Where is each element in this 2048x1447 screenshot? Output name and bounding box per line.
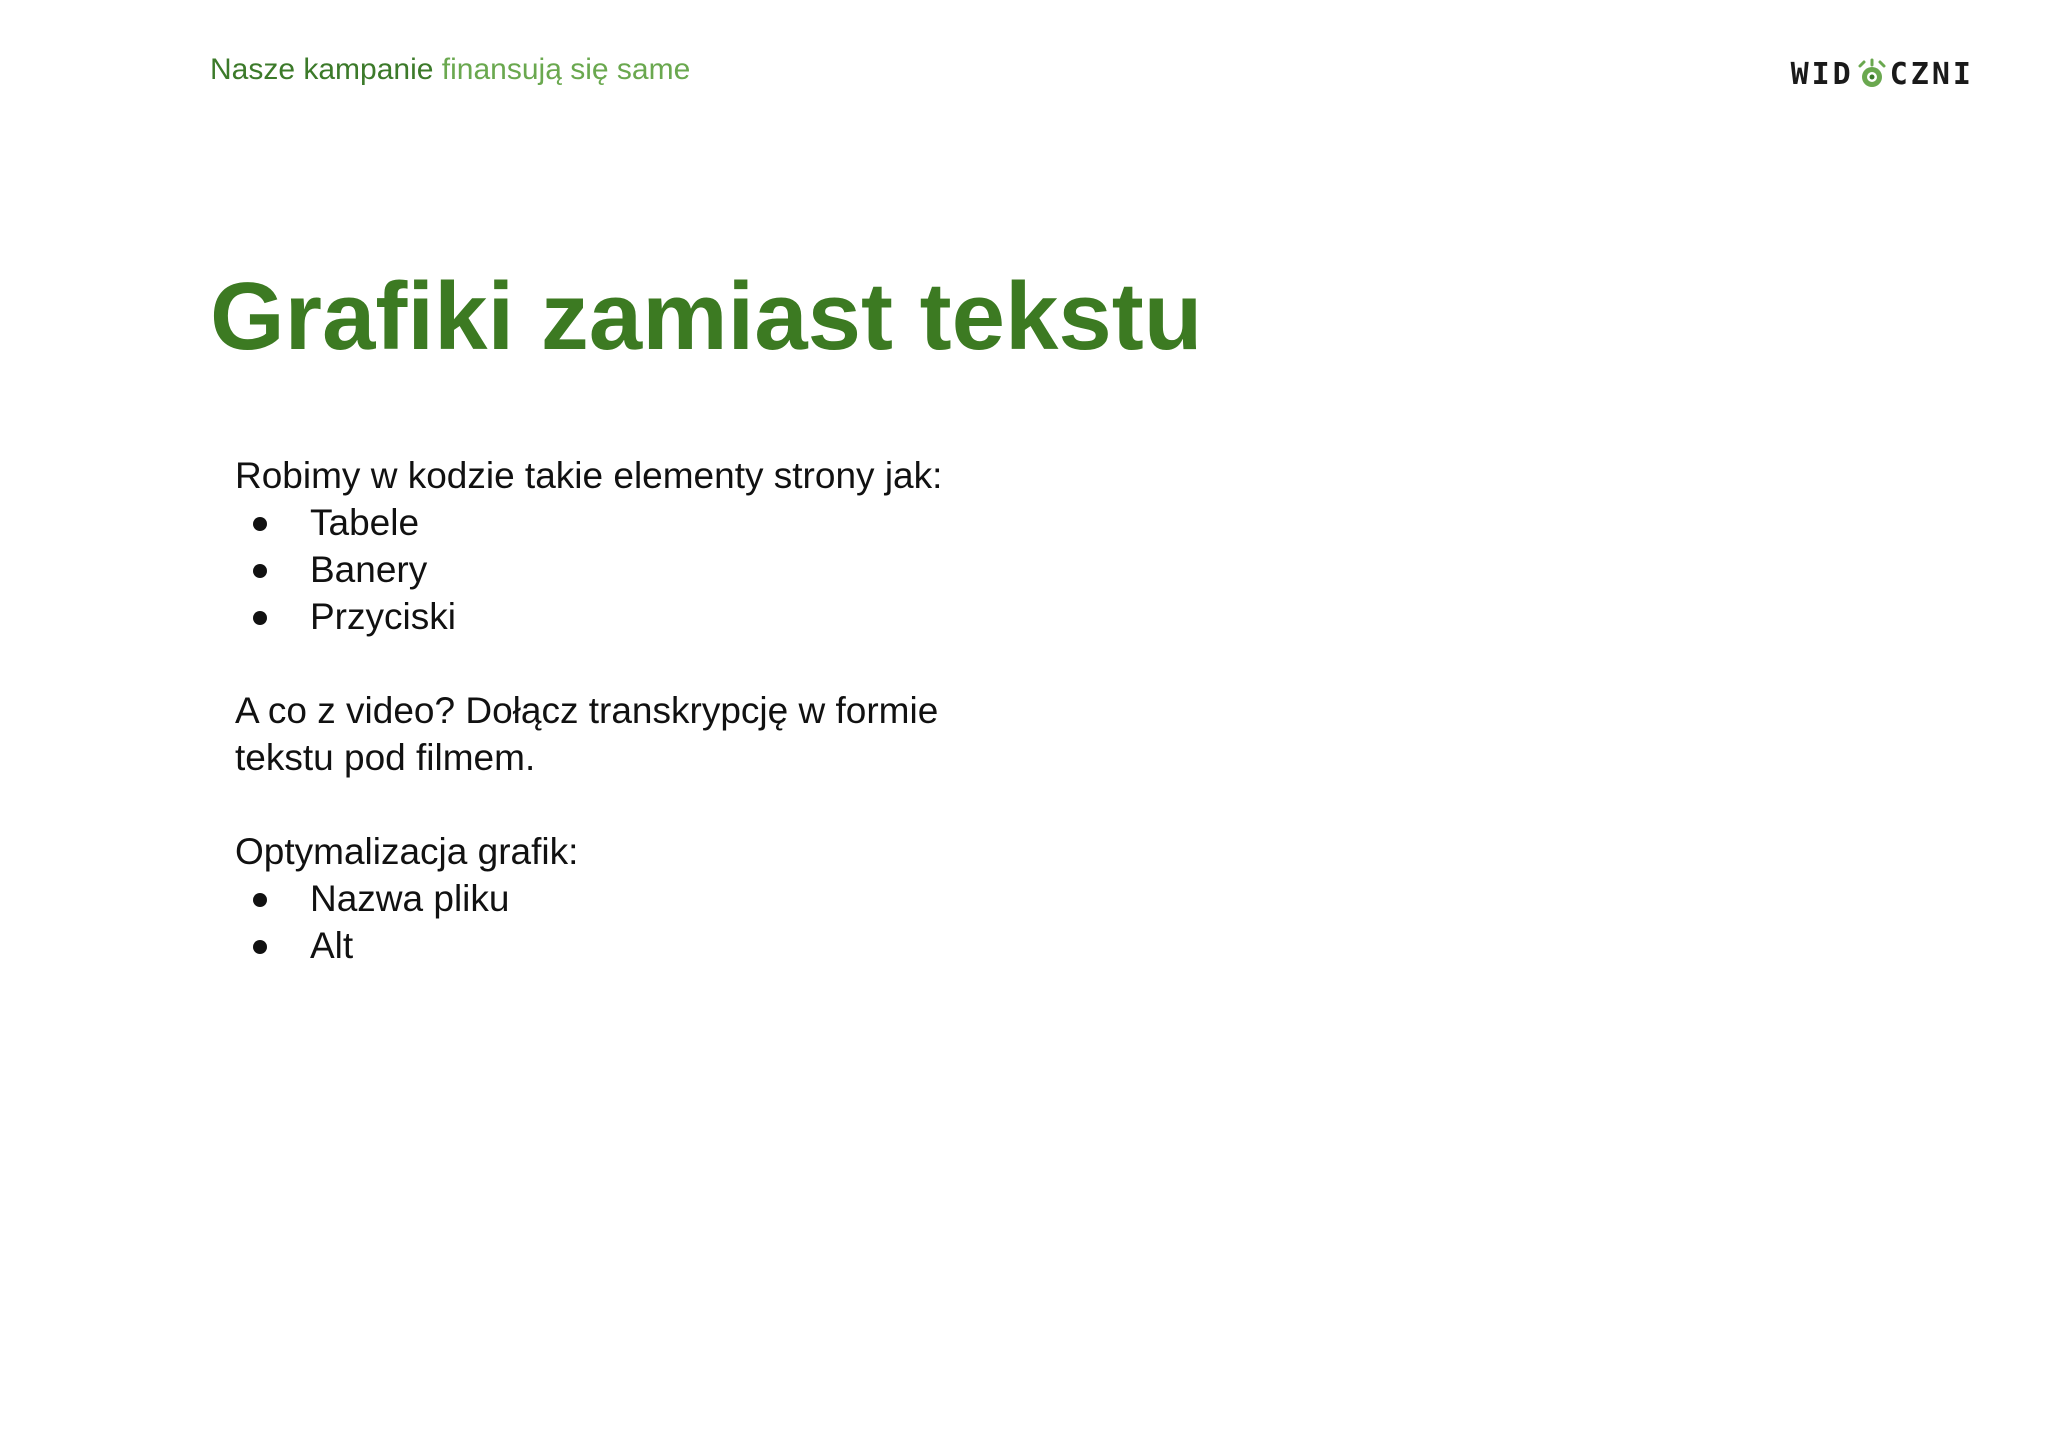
logo-text-left: WID xyxy=(1790,56,1854,92)
widoczni-logo xyxy=(1791,56,1974,92)
list-item: Przyciski xyxy=(235,593,1035,640)
optimization-heading: Optymalizacja grafik: xyxy=(235,831,579,872)
bullet-icon xyxy=(253,564,267,578)
video-text-line-1: A co z video? Dołącz transkrypcję w formie xyxy=(235,690,939,731)
bullet-icon xyxy=(253,517,267,531)
bullet-icon xyxy=(253,893,267,907)
logo-text-right: CZNI xyxy=(1889,56,1974,92)
slide-body xyxy=(235,452,1035,969)
tagline-part-2: finansują się same xyxy=(441,53,691,86)
list-item: Banery xyxy=(235,546,1035,593)
tagline-part-1: Nasze kampanie xyxy=(210,53,434,86)
header-tagline xyxy=(210,50,690,90)
elements-list xyxy=(235,499,1035,640)
list-item: Alt xyxy=(235,922,1035,969)
list-item: Nazwa pliku xyxy=(235,875,1035,922)
slide-title: Grafiki zamiast tekstu xyxy=(210,263,1203,370)
spacer xyxy=(235,640,1035,687)
bullet-icon xyxy=(253,611,267,625)
eye-o-icon xyxy=(1856,58,1888,90)
bullet-icon xyxy=(253,940,267,954)
spacer xyxy=(235,781,1035,828)
intro-text: Robimy w kodzie takie elementy strony jak: xyxy=(235,455,943,496)
list-item: Tabele xyxy=(235,499,1035,546)
optimization-list xyxy=(235,875,1035,969)
video-text-line-2: tekstu pod filmem. xyxy=(235,737,536,778)
